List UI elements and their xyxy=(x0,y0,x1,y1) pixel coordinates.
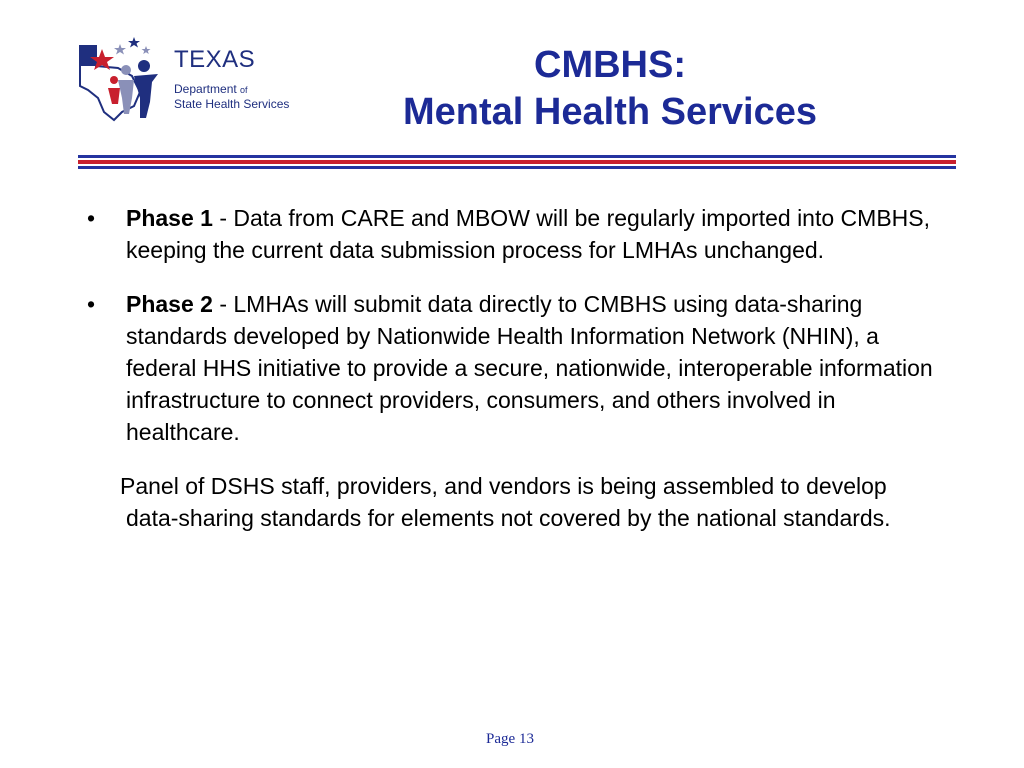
slide-title-line1: CMBHS: xyxy=(534,44,686,86)
logo-department-text xyxy=(174,82,289,111)
title-rule-blue-bottom xyxy=(78,166,956,169)
title-rule-blue-top xyxy=(78,155,956,158)
logo-dept-line2: State Health Services xyxy=(174,97,290,111)
slide-title xyxy=(330,42,890,136)
logo-dept-word: Department xyxy=(174,82,237,96)
texas-dshs-emblem-icon xyxy=(74,32,170,122)
bullet-item-phase-2 xyxy=(82,288,942,448)
logo-dept-of: of xyxy=(240,85,248,95)
logo-texas-text: TEXAS xyxy=(174,46,256,73)
bullet-heading: Phase 1 xyxy=(126,205,213,231)
bullet-heading: Phase 2 xyxy=(126,291,213,317)
bullet-icon: • xyxy=(87,291,96,317)
title-rule-red xyxy=(78,160,956,164)
bullet-text: - LMHAs will submit data directly to CMBHS using data-sharing standards developed by Nationwide Health Information Network (NHIN), a federal HHS initiative to provide a secure, nationwide, interoperable information infrastructure to connect providers, consumers, and others involved in healthcare. xyxy=(126,291,933,445)
dshs-logo xyxy=(74,32,298,122)
slide-body xyxy=(82,202,942,534)
bullet-item-phase-1 xyxy=(82,202,942,266)
slide-title-line2: Mental Health Services xyxy=(403,91,817,133)
panel-paragraph: Panel of DSHS staff, providers, and vendors is being assembled to develop data-sharing standards for elements not covered by the national standards. xyxy=(120,473,891,531)
page-number: Page 13 xyxy=(486,731,534,747)
bullet-icon: • xyxy=(87,205,96,231)
bullet-text: - Data from CARE and MBOW will be regularly imported into CMBHS, keeping the current data submission process for LMHAs unchanged. xyxy=(126,205,930,263)
